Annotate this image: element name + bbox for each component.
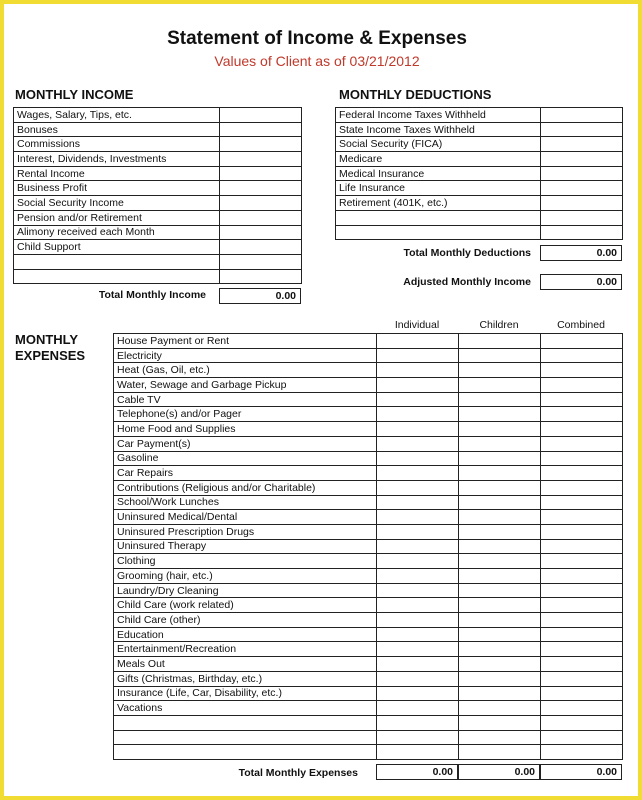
income-row-value-cell[interactable] xyxy=(220,240,302,255)
expense-row xyxy=(114,436,623,451)
expense-row-label xyxy=(114,715,377,730)
expense-row-label: Heat (Gas, Oil, etc.) xyxy=(114,363,377,378)
expense-row-value-cell[interactable] xyxy=(459,407,541,422)
deduction-row-label: Social Security (FICA) xyxy=(336,137,541,152)
page-subtitle: Values of Client as of 03/21/2012 xyxy=(214,53,420,69)
income-table xyxy=(13,107,302,284)
adjusted-income-value[interactable]: 0.00 xyxy=(540,274,622,290)
expense-row-label: Car Payment(s) xyxy=(114,436,377,451)
expense-row-label: Child Care (other) xyxy=(114,613,377,628)
income-row xyxy=(14,240,302,255)
expense-row-value-cell[interactable] xyxy=(541,392,623,407)
expense-row-label xyxy=(114,745,377,760)
total-income-value[interactable]: 0.00 xyxy=(219,288,301,304)
expense-row-label: Entertainment/Recreation xyxy=(114,642,377,657)
deduction-row xyxy=(336,210,623,225)
expense-row-value-cell[interactable] xyxy=(377,686,459,701)
expense-row xyxy=(114,642,623,657)
expenses-heading-line2: EXPENSES xyxy=(15,348,86,363)
income-row-value-cell[interactable] xyxy=(220,122,302,137)
income-row xyxy=(14,196,302,211)
expense-row-value-cell[interactable] xyxy=(459,422,541,437)
expense-row-value-cell[interactable] xyxy=(377,598,459,613)
income-row xyxy=(14,108,302,123)
income-row xyxy=(14,122,302,137)
expense-row xyxy=(114,583,623,598)
expense-row-value-cell[interactable] xyxy=(541,510,623,525)
expense-row-value-cell[interactable] xyxy=(541,524,623,539)
income-row xyxy=(14,269,302,284)
expense-row-value-cell[interactable] xyxy=(459,745,541,760)
deduction-row-label: Medicare xyxy=(336,152,541,167)
deduction-row xyxy=(336,196,623,211)
expense-row-label: Uninsured Medical/Dental xyxy=(114,510,377,525)
expense-row-value-cell[interactable] xyxy=(377,392,459,407)
deduction-row-label: Retirement (401K, etc.) xyxy=(336,196,541,211)
expense-row-value-cell[interactable] xyxy=(377,583,459,598)
expense-row-value-cell[interactable] xyxy=(541,730,623,745)
expense-row-value-cell[interactable] xyxy=(541,715,623,730)
expense-row-value-cell[interactable] xyxy=(459,392,541,407)
expense-row-value-cell[interactable] xyxy=(459,598,541,613)
expense-row-label: School/Work Lunches xyxy=(114,495,377,510)
income-row-label xyxy=(14,269,220,284)
expense-row-value-cell[interactable] xyxy=(541,378,623,393)
expense-row-value-cell[interactable] xyxy=(541,334,623,349)
expense-row-value-cell[interactable] xyxy=(377,657,459,672)
expense-row-value-cell[interactable] xyxy=(541,495,623,510)
income-heading: MONTHLY INCOME xyxy=(15,87,134,102)
expense-row-value-cell[interactable] xyxy=(459,554,541,569)
expense-row xyxy=(114,686,623,701)
expense-row xyxy=(114,613,623,628)
expense-row-value-cell[interactable] xyxy=(459,451,541,466)
income-row-label: Commissions xyxy=(14,137,220,152)
expense-row xyxy=(114,715,623,730)
total-deductions-value[interactable]: 0.00 xyxy=(540,245,622,261)
expense-row xyxy=(114,627,623,642)
expense-row-value-cell[interactable] xyxy=(377,407,459,422)
expense-row-value-cell[interactable] xyxy=(541,598,623,613)
income-row-value-cell[interactable] xyxy=(220,196,302,211)
expense-row-label: Gifts (Christmas, Birthday, etc.) xyxy=(114,671,377,686)
expense-row xyxy=(114,495,623,510)
expense-row-value-cell[interactable] xyxy=(541,701,623,716)
deduction-row xyxy=(336,108,623,123)
deduction-row-value-cell[interactable] xyxy=(541,225,623,240)
expense-row-label: Home Food and Supplies xyxy=(114,422,377,437)
expense-row-label: Water, Sewage and Garbage Pickup xyxy=(114,378,377,393)
expense-row-value-cell[interactable] xyxy=(541,407,623,422)
deduction-row-value-cell[interactable] xyxy=(541,210,623,225)
expense-row-label: Uninsured Prescription Drugs xyxy=(114,524,377,539)
expense-row-value-cell[interactable] xyxy=(541,583,623,598)
expense-row-value-cell[interactable] xyxy=(459,348,541,363)
income-row xyxy=(14,210,302,225)
deductions-heading: MONTHLY DEDUCTIONS xyxy=(339,87,492,102)
expense-row xyxy=(114,598,623,613)
expense-row-value-cell[interactable] xyxy=(377,715,459,730)
deduction-row-label xyxy=(336,225,541,240)
expense-row-value-cell[interactable] xyxy=(377,480,459,495)
income-row-label: Business Profit xyxy=(14,181,220,196)
income-row-value-cell[interactable] xyxy=(220,152,302,167)
expense-row-value-cell[interactable] xyxy=(459,671,541,686)
expense-row-label: Car Repairs xyxy=(114,466,377,481)
deduction-row xyxy=(336,225,623,240)
expense-row-label: Education xyxy=(114,627,377,642)
expenses-heading-line1: MONTHLY xyxy=(15,332,79,347)
deduction-row-value-cell[interactable] xyxy=(541,166,623,181)
expense-row-value-cell[interactable] xyxy=(377,378,459,393)
expense-row-value-cell[interactable] xyxy=(377,745,459,760)
expense-row xyxy=(114,480,623,495)
deduction-row-value-cell[interactable] xyxy=(541,181,623,196)
expenses-table xyxy=(113,333,623,760)
deduction-row-label: Life Insurance xyxy=(336,181,541,196)
deduction-row-value-cell[interactable] xyxy=(541,196,623,211)
column-header-children: Children xyxy=(479,319,519,331)
deduction-row xyxy=(336,122,623,137)
deduction-row-label: Federal Income Taxes Withheld xyxy=(336,108,541,123)
income-row-value-cell[interactable] xyxy=(220,269,302,284)
expense-row-value-cell[interactable] xyxy=(541,745,623,760)
expense-row-label: Insurance (Life, Car, Disability, etc.) xyxy=(114,686,377,701)
expense-row-value-cell[interactable] xyxy=(459,539,541,554)
expense-row-label: Child Care (work related) xyxy=(114,598,377,613)
expense-row-value-cell[interactable] xyxy=(459,730,541,745)
expense-row-value-cell[interactable] xyxy=(541,554,623,569)
income-row-value-cell[interactable] xyxy=(220,137,302,152)
expense-row xyxy=(114,392,623,407)
expense-row-value-cell[interactable] xyxy=(377,451,459,466)
expense-row-value-cell[interactable] xyxy=(459,510,541,525)
total-income-label: Total Monthly Income xyxy=(98,289,206,301)
income-row xyxy=(14,254,302,269)
deduction-row-value-cell[interactable] xyxy=(541,152,623,167)
expense-row xyxy=(114,363,623,378)
expense-row xyxy=(114,539,623,554)
deduction-row xyxy=(336,137,623,152)
income-row xyxy=(14,181,302,196)
expense-row xyxy=(114,451,623,466)
expense-row-value-cell[interactable] xyxy=(541,422,623,437)
income-row-label: Alimony received each Month xyxy=(14,225,220,240)
expense-row-value-cell[interactable] xyxy=(541,348,623,363)
expense-row-value-cell[interactable] xyxy=(459,657,541,672)
total-deductions-label: Total Monthly Deductions xyxy=(403,247,531,259)
deduction-row-value-cell[interactable] xyxy=(541,122,623,137)
total-expenses-individual[interactable]: 0.00 xyxy=(376,764,458,780)
expense-row-value-cell[interactable] xyxy=(541,569,623,584)
expense-row-value-cell[interactable] xyxy=(541,363,623,378)
expense-row-value-cell[interactable] xyxy=(377,539,459,554)
expense-row-value-cell[interactable] xyxy=(377,524,459,539)
deduction-row xyxy=(336,152,623,167)
expense-row-value-cell[interactable] xyxy=(541,436,623,451)
expense-row-value-cell[interactable] xyxy=(541,627,623,642)
expense-row-value-cell[interactable] xyxy=(541,466,623,481)
deduction-row-label: Medical Insurance xyxy=(336,166,541,181)
deductions-table xyxy=(335,107,623,240)
expense-row-value-cell[interactable] xyxy=(377,510,459,525)
expense-row-label: Clothing xyxy=(114,554,377,569)
expense-row-value-cell[interactable] xyxy=(459,436,541,451)
expense-row xyxy=(114,378,623,393)
expense-row-value-cell[interactable] xyxy=(377,495,459,510)
total-expenses-combined[interactable]: 0.00 xyxy=(540,764,622,780)
expense-row-label: Uninsured Therapy xyxy=(114,539,377,554)
income-row-label: Bonuses xyxy=(14,122,220,137)
expense-row-value-cell[interactable] xyxy=(459,686,541,701)
income-row-value-cell[interactable] xyxy=(220,210,302,225)
expense-row-value-cell[interactable] xyxy=(459,569,541,584)
income-row-label: Child Support xyxy=(14,240,220,255)
expense-row xyxy=(114,466,623,481)
column-header-combined: Combined xyxy=(557,319,605,331)
income-row-label: Rental Income xyxy=(14,166,220,181)
income-row-value-cell[interactable] xyxy=(220,254,302,269)
expense-row-label xyxy=(114,730,377,745)
expense-row-value-cell[interactable] xyxy=(459,701,541,716)
expense-row-label: Cable TV xyxy=(114,392,377,407)
expense-row-value-cell[interactable] xyxy=(459,480,541,495)
income-row xyxy=(14,225,302,240)
expense-row-value-cell[interactable] xyxy=(541,686,623,701)
expense-row-value-cell[interactable] xyxy=(377,671,459,686)
expense-row xyxy=(114,671,623,686)
deduction-row-label xyxy=(336,210,541,225)
expense-row-value-cell[interactable] xyxy=(377,348,459,363)
expense-row-value-cell[interactable] xyxy=(377,613,459,628)
expense-row-value-cell[interactable] xyxy=(541,671,623,686)
expense-row-value-cell[interactable] xyxy=(377,466,459,481)
adjusted-income-label: Adjusted Monthly Income xyxy=(403,276,531,288)
expense-row-value-cell[interactable] xyxy=(459,715,541,730)
expense-row-value-cell[interactable] xyxy=(459,524,541,539)
deduction-row-value-cell[interactable] xyxy=(541,137,623,152)
total-expenses-children[interactable]: 0.00 xyxy=(458,764,540,780)
income-row-value-cell[interactable] xyxy=(220,181,302,196)
expense-row-value-cell[interactable] xyxy=(377,569,459,584)
income-row-value-cell[interactable] xyxy=(220,166,302,181)
expense-row-value-cell[interactable] xyxy=(541,613,623,628)
income-row-value-cell[interactable] xyxy=(220,108,302,123)
expense-row-value-cell[interactable] xyxy=(377,701,459,716)
expense-row-value-cell[interactable] xyxy=(377,436,459,451)
total-expenses-label: Total Monthly Expenses xyxy=(238,767,358,779)
income-row xyxy=(14,152,302,167)
expense-row xyxy=(114,407,623,422)
expense-row-value-cell[interactable] xyxy=(459,495,541,510)
expense-row-value-cell[interactable] xyxy=(459,613,541,628)
income-row-label: Wages, Salary, Tips, etc. xyxy=(14,108,220,123)
expense-row-label: Telephone(s) and/or Pager xyxy=(114,407,377,422)
expense-row-value-cell[interactable] xyxy=(459,334,541,349)
expense-row xyxy=(114,569,623,584)
expense-row-label: Vacations xyxy=(114,701,377,716)
expense-row-value-cell[interactable] xyxy=(459,642,541,657)
expense-row-label: Electricity xyxy=(114,348,377,363)
expense-row-value-cell[interactable] xyxy=(377,334,459,349)
deduction-row-value-cell[interactable] xyxy=(541,108,623,123)
expense-row-value-cell[interactable] xyxy=(541,642,623,657)
expense-row xyxy=(114,348,623,363)
expense-row xyxy=(114,745,623,760)
expense-row-value-cell[interactable] xyxy=(459,583,541,598)
expense-row xyxy=(114,657,623,672)
expense-row xyxy=(114,510,623,525)
deduction-row xyxy=(336,166,623,181)
expense-row xyxy=(114,524,623,539)
income-row-label: Pension and/or Retirement xyxy=(14,210,220,225)
expense-row-value-cell[interactable] xyxy=(459,363,541,378)
expense-row-value-cell[interactable] xyxy=(541,657,623,672)
expense-row-label: Grooming (hair, etc.) xyxy=(114,569,377,584)
expense-row-value-cell[interactable] xyxy=(541,480,623,495)
expense-row xyxy=(114,701,623,716)
expense-row-value-cell[interactable] xyxy=(377,422,459,437)
expense-row-value-cell[interactable] xyxy=(459,466,541,481)
deduction-row-label: State Income Taxes Withheld xyxy=(336,122,541,137)
expense-row-value-cell[interactable] xyxy=(377,554,459,569)
expense-row xyxy=(114,730,623,745)
expense-row xyxy=(114,422,623,437)
expense-row-value-cell[interactable] xyxy=(541,539,623,554)
income-row-value-cell[interactable] xyxy=(220,225,302,240)
expense-row xyxy=(114,554,623,569)
page-title: Statement of Income & Expenses xyxy=(167,28,467,49)
expense-row-label: House Payment or Rent xyxy=(114,334,377,349)
expense-row-value-cell[interactable] xyxy=(377,730,459,745)
expense-row-label: Gasoline xyxy=(114,451,377,466)
income-row xyxy=(14,166,302,181)
expense-row-label: Laundry/Dry Cleaning xyxy=(114,583,377,598)
column-header-individual: Individual xyxy=(394,319,440,331)
expense-row-value-cell[interactable] xyxy=(377,642,459,657)
income-row-label: Interest, Dividends, Investments xyxy=(14,152,220,167)
income-row xyxy=(14,137,302,152)
income-row-label xyxy=(14,254,220,269)
income-row-label: Social Security Income xyxy=(14,196,220,211)
expense-row-value-cell[interactable] xyxy=(459,378,541,393)
expense-row-label: Contributions (Religious and/or Charitable) xyxy=(114,480,377,495)
expense-row xyxy=(114,334,623,349)
expense-row-value-cell[interactable] xyxy=(541,451,623,466)
deduction-row xyxy=(336,181,623,196)
expense-row-value-cell[interactable] xyxy=(377,363,459,378)
expense-row-value-cell[interactable] xyxy=(377,627,459,642)
expense-row-label: Meals Out xyxy=(114,657,377,672)
expense-row-value-cell[interactable] xyxy=(459,627,541,642)
